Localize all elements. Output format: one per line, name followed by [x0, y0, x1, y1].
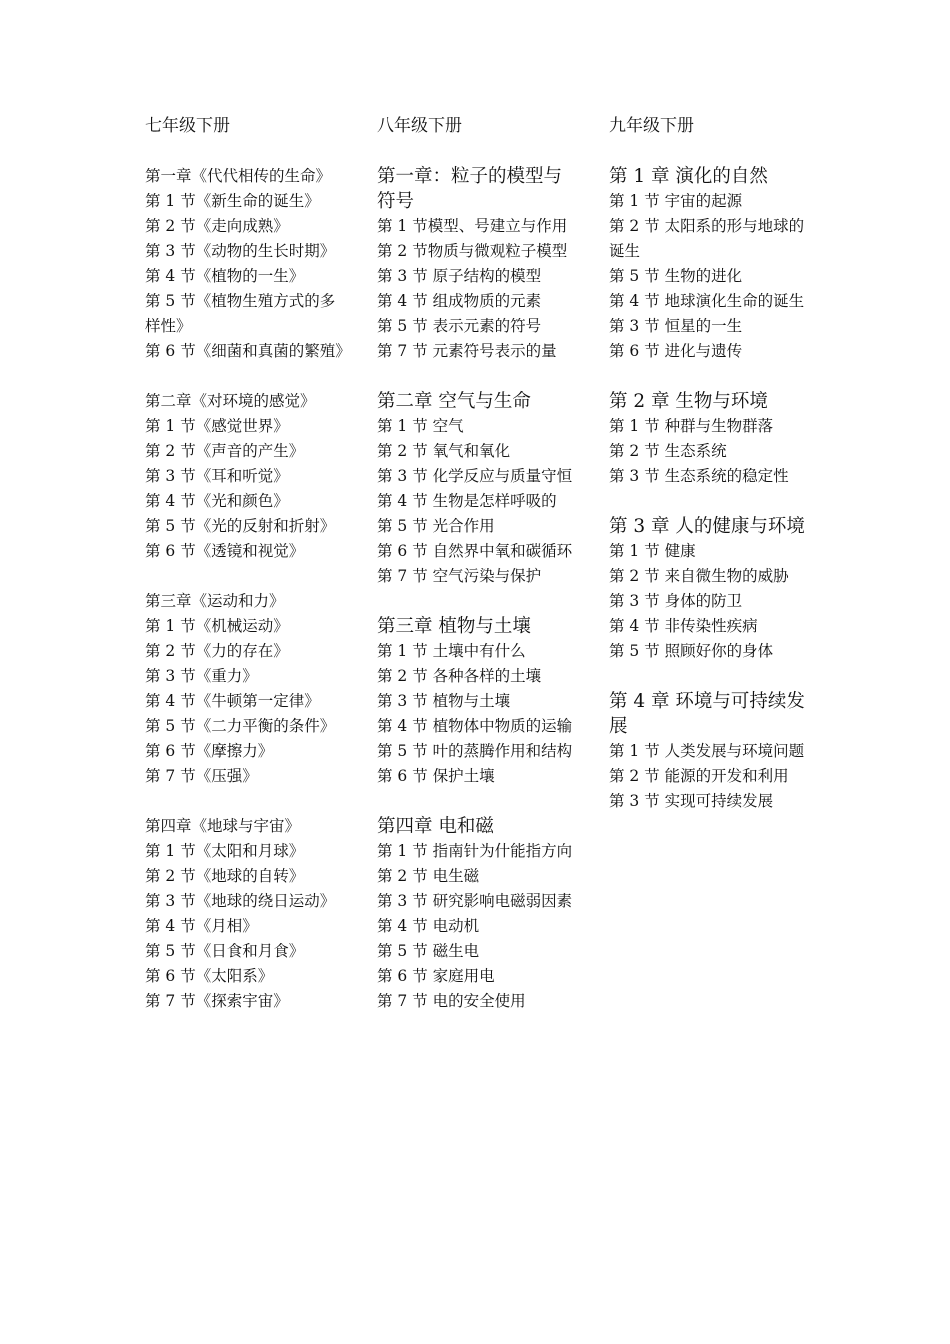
section-item: 第 4 节 非传染性疾病 [609, 617, 758, 635]
section-item: 第 5 节 生物的进化 [609, 267, 743, 285]
section-item: 第 5 节《植物生殖方式的多样性》 [145, 292, 336, 335]
section-item: 第 2 节物质与微观粒子模型 [377, 242, 568, 260]
section-item: 第 1 节《新生命的诞生》 [145, 192, 320, 210]
section-item: 第 6 节《太阳系》 [145, 967, 274, 985]
section-item: 第 1 节 指南针为什能指方向 [377, 842, 573, 860]
chapter-block [145, 589, 348, 789]
chapter-block [377, 164, 580, 364]
section-item: 第 7 节 电的安全使用 [377, 992, 526, 1010]
section-item: 第 1 节模型、号建立与作用 [377, 217, 568, 235]
section-item: 第 3 节 身体的防卫 [609, 592, 743, 610]
section-item: 第 3 节 原子结构的模型 [377, 267, 542, 285]
section-item: 第 5 节 表示元素的符号 [377, 317, 542, 335]
section-item: 第 2 节《地球的自转》 [145, 867, 305, 885]
section-item: 第 6 节《透镜和视觉》 [145, 542, 305, 560]
chapter-title: 第三章《运动和力》 [145, 592, 285, 610]
section-item: 第 2 节 生态系统 [609, 442, 727, 460]
section-item: 第 4 节《牛顿第一定律》 [145, 692, 320, 710]
section-item: 第 2 节 各种各样的土壤 [377, 667, 542, 685]
section-item: 第 2 节 太阳系的形与地球的诞生 [609, 217, 805, 260]
section-item: 第 4 节 植物体中物质的运输 [377, 717, 573, 735]
section-item: 第 3 节《地球的绕日运动》 [145, 892, 336, 910]
chapter-title: 第三章 植物与土壤 [377, 616, 531, 637]
chapter-block [609, 164, 812, 364]
section-item: 第 1 节 空气 [377, 417, 464, 435]
section-item: 第 5 节 光合作用 [377, 517, 495, 535]
section-item: 第 2 节《力的存在》 [145, 642, 289, 660]
section-item: 第 5 节 照顾好你的身体 [609, 642, 774, 660]
section-item: 第 7 节《探索宇宙》 [145, 992, 289, 1010]
section-item: 第 3 节 研究影响电磁弱因素 [377, 892, 573, 910]
chapter-title: 第 1 章 演化的自然 [609, 166, 768, 187]
section-item: 第 6 节 家庭用电 [377, 967, 495, 985]
grade-title: 七年级下册 [145, 116, 230, 136]
section-item: 第 4 节 组成物质的元素 [377, 292, 542, 310]
section-item: 第 3 节 生态系统的稳定性 [609, 467, 789, 485]
section-item: 第 5 节《日食和月食》 [145, 942, 305, 960]
section-item: 第 1 节《感觉世界》 [145, 417, 289, 435]
section-item: 第 3 节 实现可持续发展 [609, 792, 774, 810]
chapter-block [145, 814, 348, 1014]
section-item: 第 4 节 电动机 [377, 917, 480, 935]
section-item: 第 1 节《太阳和月球》 [145, 842, 305, 860]
section-item: 第 1 节 土壤中有什么 [377, 642, 526, 660]
section-item: 第 7 节 空气污染与保护 [377, 567, 542, 585]
column-grade-7 [145, 114, 351, 1039]
chapter-block [609, 389, 812, 489]
section-item: 第 4 节 地球演化生命的诞生 [609, 292, 805, 310]
chapter-title: 第一章《代代相传的生命》 [145, 167, 332, 185]
section-item: 第 3 节 恒星的一生 [609, 317, 743, 335]
section-item: 第 5 节《光的反射和折射》 [145, 517, 336, 535]
chapter-title: 第二章《对环境的感觉》 [145, 392, 316, 410]
section-item: 第 1 节 种群与生物群落 [609, 417, 774, 435]
section-item: 第 5 节《二力平衡的条件》 [145, 717, 336, 735]
chapter-title: 第二章 空气与生命 [377, 391, 531, 412]
section-item: 第 4 节《光和颜色》 [145, 492, 289, 510]
section-item: 第 1 节《机械运动》 [145, 617, 289, 635]
section-item: 第 3 节《耳和听觉》 [145, 467, 289, 485]
chapter-title: 第一章：粒子的模型与符号 [377, 166, 563, 212]
chapter-block [609, 689, 812, 814]
chapter-block [145, 164, 351, 364]
chapter-title: 第四章《地球与宇宙》 [145, 817, 301, 835]
section-item: 第 2 节《声音的产生》 [145, 442, 305, 460]
section-item: 第 7 节 元素符号表示的量 [377, 342, 557, 360]
section-item: 第 2 节《走向成熟》 [145, 217, 289, 235]
chapter-block [609, 514, 812, 664]
chapter-title: 第四章 电和磁 [377, 816, 494, 837]
section-item: 第 5 节 叶的蒸腾作用和结构 [377, 742, 573, 760]
section-item: 第 2 节 能源的开发和利用 [609, 767, 789, 785]
chapter-block [377, 389, 580, 589]
section-item: 第 6 节 自然界中氧和碳循环 [377, 542, 573, 560]
section-item: 第 6 节 保护土壤 [377, 767, 495, 785]
section-item: 第 1 节 人类发展与环境问题 [609, 742, 805, 760]
section-item: 第 5 节 磁生电 [377, 942, 480, 960]
section-item: 第 3 节《重力》 [145, 667, 258, 685]
section-item: 第 2 节 电生磁 [377, 867, 480, 885]
chapter-title: 第 4 章 环境与可持续发展 [609, 691, 805, 737]
grade-title: 八年级下册 [377, 116, 462, 136]
section-item: 第 3 节 植物与土壤 [377, 692, 511, 710]
chapter-title: 第 3 章 人的健康与环境 [609, 516, 805, 537]
section-item: 第 4 节《植物的一生》 [145, 267, 305, 285]
grade-title: 九年级下册 [609, 116, 694, 136]
section-item: 第 4 节《月相》 [145, 917, 258, 935]
section-item: 第 6 节《摩擦力》 [145, 742, 274, 760]
section-item: 第 3 节《动物的生长时期》 [145, 242, 336, 260]
section-item: 第 4 节 生物是怎样呼吸的 [377, 492, 557, 510]
section-item: 第 6 节 进化与遗传 [609, 342, 743, 360]
section-item: 第 3 节 化学反应与质量守恒 [377, 467, 573, 485]
section-item: 第 6 节《细菌和真菌的繁殖》 [145, 342, 351, 360]
column-grade-9 [609, 114, 812, 839]
section-item: 第 2 节 氧气和氧化 [377, 442, 511, 460]
chapter-title: 第 2 章 生物与环境 [609, 391, 768, 412]
chapter-block [377, 614, 580, 789]
section-item: 第 1 节 宇宙的起源 [609, 192, 743, 210]
section-item: 第 1 节 健康 [609, 542, 696, 560]
chapter-block [145, 389, 348, 564]
section-item: 第 2 节 来自微生物的威胁 [609, 567, 789, 585]
column-grade-8 [377, 114, 580, 1039]
section-item: 第 7 节《压强》 [145, 767, 258, 785]
chapter-block [377, 814, 580, 1014]
